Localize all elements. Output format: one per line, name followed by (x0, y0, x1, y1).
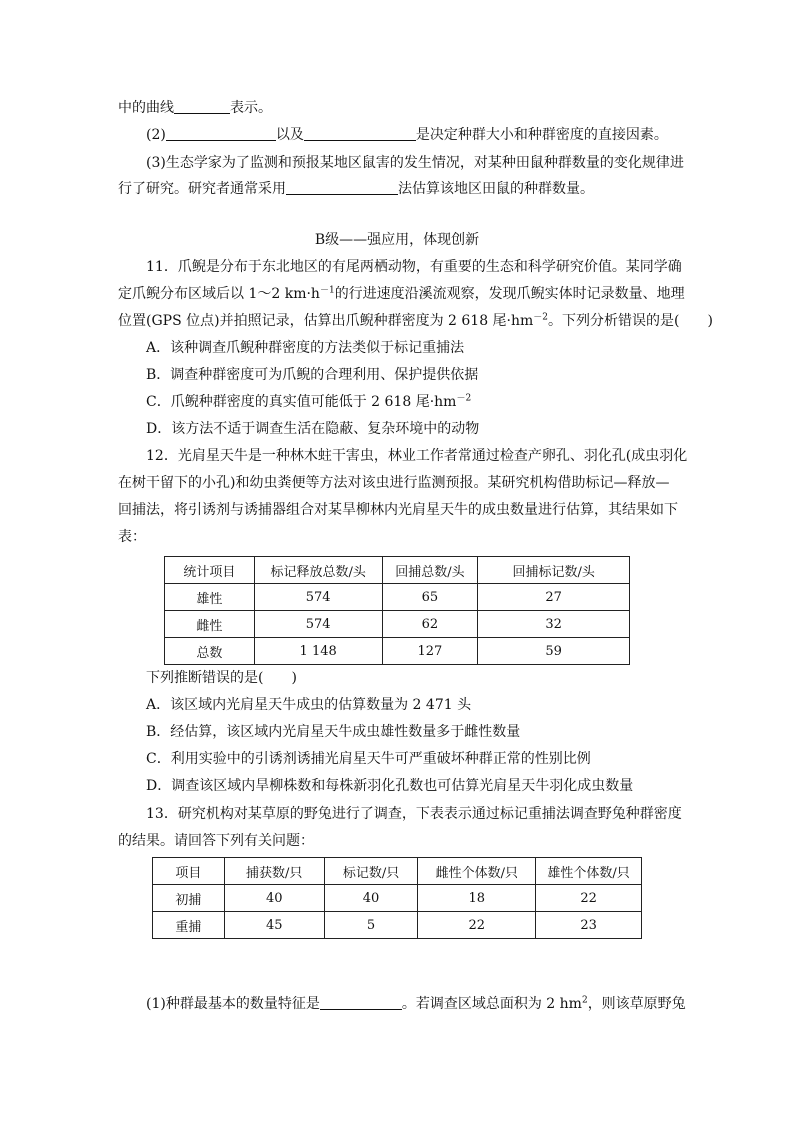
table-cell: 雄性 (165, 584, 255, 611)
table-header-cell: 回捕总数/头 (382, 557, 478, 584)
q11-text: 定爪鲵分布区域后以 1～2 km·h (118, 286, 320, 302)
q13-line-2: 的结果。请回答下列有关问题： (118, 833, 314, 849)
answer-blank[interactable] (320, 995, 402, 1010)
q12-prompt: 下列推断错误的是( ) (146, 670, 297, 686)
question-text: 是决定种群大小和种群密度的直接因素。 (415, 127, 668, 143)
table-cell: 40 (224, 885, 324, 912)
table-cell: 22 (418, 912, 536, 939)
table-row (165, 611, 630, 638)
table-cell: 雌性 (165, 611, 255, 638)
question-text: 。若调查区域总面积为 2 hm (401, 996, 582, 1012)
question-2-line (146, 126, 668, 144)
table-header-cell: 雄性个体数/只 (536, 858, 642, 885)
superscript: －2 (456, 393, 472, 404)
table-cell: 5 (324, 912, 418, 939)
table-header-cell: 回捕标记数/头 (478, 557, 630, 584)
answer-blank[interactable] (286, 180, 398, 195)
table-header-cell: 雌性个体数/只 (418, 858, 536, 885)
section-title: B级——强应用，体现创新 (314, 232, 480, 248)
q13-table (152, 857, 642, 939)
intro-text: 表示。 (230, 100, 272, 116)
q11-option-c[interactable] (146, 393, 471, 411)
table-cell: 总数 (165, 638, 255, 665)
table-cell: 40 (324, 885, 418, 912)
table-header-cell: 项目 (153, 858, 225, 885)
table-cell: 重捕 (153, 912, 225, 939)
question-3-line-1: (3)生态学家为了监测和预报某地区鼠害的发生情况，对某种田鼠种群数量的变化规律进 (146, 155, 684, 171)
superscript: －1 (319, 285, 335, 296)
intro-text: 中的曲线 (118, 100, 174, 116)
table-cell: 32 (478, 611, 630, 638)
q13-sub-1 (146, 995, 686, 1013)
q11-text: 的行进速度沿溪流观察，发现爪鲵实体时记录数量、地理 (334, 286, 685, 302)
q11-text: 位置(GPS 位点)并拍照记录，估算出爪鲵种群密度为 2 618 尾·hm (118, 313, 534, 329)
intro-line-1 (118, 99, 272, 117)
table-cell: 23 (536, 912, 642, 939)
q11-line-1: 11．爪鲵是分布于东北地区的有尾两栖动物，有重要的生态和科学研究价值。某同学确 (146, 259, 682, 275)
table-row (165, 638, 630, 665)
q12-option-c[interactable]: C．利用实验中的引诱剂诱捕光肩星天牛可严重破坏种群正常的性别比例 (146, 751, 591, 767)
answer-blank[interactable] (304, 126, 416, 141)
q12-option-b[interactable]: B．经估算，该区域内光肩星天牛成虫雄性数量多于雌性数量 (146, 724, 521, 740)
q12-option-d[interactable]: D．调查该区域内旱柳株数和每株新羽化孔数也可估算光肩星天牛羽化成虫数量 (146, 778, 634, 794)
table-cell: 22 (536, 885, 642, 912)
table-header-cell: 标记释放总数/头 (254, 557, 382, 584)
table-header-cell: 标记数/只 (324, 858, 418, 885)
answer-blank[interactable] (174, 99, 230, 114)
question-text: ，则该草原野兔 (587, 996, 686, 1012)
table-cell: 574 (254, 611, 382, 638)
q13-line-1: 13．研究机构对某草原的野兔进行了调查，下表表示通过标记重捕法调查野兔种群密度 (146, 806, 682, 822)
q11-line-3 (118, 312, 713, 330)
question-3-line-2 (118, 180, 594, 198)
table-cell: 18 (418, 885, 536, 912)
answer-blank[interactable] (166, 126, 276, 141)
q11-option-d[interactable]: D．该方法不适于调查生活在隐蔽、复杂环境中的动物 (146, 421, 480, 437)
table-cell: 127 (382, 638, 478, 665)
table-cell: 27 (478, 584, 630, 611)
question-number: (2) (146, 127, 166, 143)
q11-line-2 (118, 285, 685, 303)
table-cell: 45 (224, 912, 324, 939)
table-header-row (165, 557, 630, 584)
q11-option-b[interactable]: B．调查种群密度可为爪鲵的合理利用、保护提供依据 (146, 367, 479, 383)
superscript: －2 (533, 312, 549, 323)
table-header-cell: 捕获数/只 (224, 858, 324, 885)
q12-line-2: 在树干留下的小孔)和幼虫粪便等方法对该虫进行监测预报。某研究机构借助标记—释放— (118, 475, 670, 491)
table-row (153, 885, 642, 912)
table-cell: 初捕 (153, 885, 225, 912)
table-row (153, 912, 642, 939)
table-cell: 574 (254, 584, 382, 611)
question-text: 行了研究。研究者通常采用 (118, 181, 286, 197)
question-text: (1)种群最基本的数量特征是 (146, 996, 320, 1012)
question-text: 以及 (275, 127, 304, 143)
q12-line-3: 回捕法，将引诱剂与诱捕器组合对某旱柳林内光肩星天牛的成虫数量进行估算，其结果如下 (118, 502, 678, 518)
option-text: C．爪鲵种群密度的真实值可能低于 2 618 尾·hm (146, 394, 457, 410)
table-row (165, 584, 630, 611)
q12-table (164, 556, 630, 665)
q11-option-a[interactable]: A．该种调查爪鲵种群密度的方法类似于标记重捕法 (146, 340, 465, 356)
table-cell: 59 (478, 638, 630, 665)
table-cell: 65 (382, 584, 478, 611)
q12-line-1: 12．光肩星天牛是一种林木蛀干害虫，林业工作者常通过检查产卵孔、羽化孔(成虫羽化 (146, 448, 688, 464)
question-text: 法估算该地区田鼠的种群数量。 (398, 181, 594, 197)
table-header-row (153, 858, 642, 885)
q12-option-a[interactable]: A．该区域内光肩星天牛成虫的估算数量为 2 471 头 (146, 697, 472, 713)
table-cell: 1 148 (254, 638, 382, 665)
table-cell: 62 (382, 611, 478, 638)
table-header-cell: 统计项目 (165, 557, 255, 584)
q11-text: 。下列分析错误的是( ) (548, 313, 713, 329)
superscript: 2 (581, 995, 588, 1006)
q12-line-4: 表： (118, 529, 146, 545)
